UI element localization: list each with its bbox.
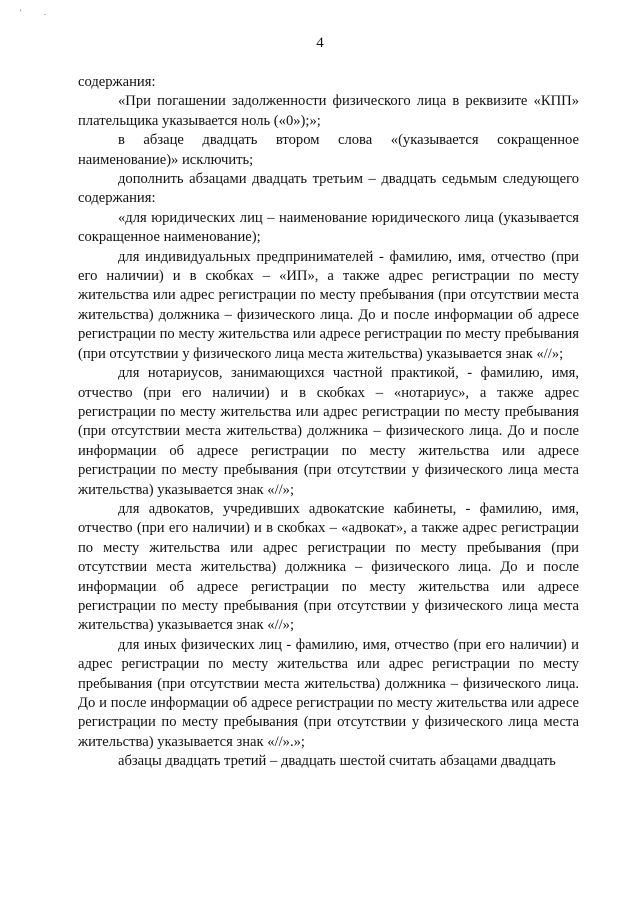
scan-artifact-mark: . — [44, 8, 46, 17]
paragraph-renumbering: абзацы двадцать третий – двадцать шестой считать абзацами двадцать — [118, 753, 556, 770]
paragraph-add-23-27: дополнить абзацами двадцать третьим – двадцать седьмым следующего содержания: — [78, 171, 579, 207]
paragraph-legal-entities: «для юридических лиц – наименование юридического лица (указывается сокращенное наименование); — [78, 209, 579, 246]
paragraph-entrepreneurs: для индивидуальных предпринимателей - фамилию, имя, отчество (при его наличии) и в скобках – «ИП», а также адрес регистрации по месту жительства или адрес регистрации по месту пребывания (при отсутствии места жительства) должника – физического лица. До и после информации об адресе регистрации по месту жительства или адресе регистрации по месту пребывания (при отсутствии у физического лица места жительства) указывается знак «//»; — [78, 248, 579, 362]
page-number: 4 — [316, 35, 324, 51]
paragraph-other-individuals: для иных физических лиц - фамилию, имя, отчество (при его наличии) и адрес регистрации по месту жительства или адрес регистрации по месту пребывания (при отсутствии места жительства) должника – физического лица. До и после информации об адресе регистрации по месту жительства или адресе регистрации по месту пребывания (при отсутствии у физического лица места жительства) указывается знак «//».»; — [78, 636, 579, 750]
paragraph-amendment-22: в абзаце двадцать втором слова «(указывается сокращенное наименование)» исключить; — [78, 132, 579, 168]
paragraph-kpp-quote: «При погашении задолженности физического лица в реквизите «КПП» плательщика указывается ноль («0»);»; — [78, 93, 579, 129]
scan-artifact-mark: ' — [20, 8, 22, 17]
paragraph-notaries: для нотариусов, занимающихся частной практикой, - фамилию, имя, отчество (при его наличии) и в скобках – «нотариус», а также адрес регистрации по месту жительства или адрес регистрации по месту пребывания (при отсутствии места жительства) должника – физического лица. До и после информации об адресе регистрации по месту жительства или адресе регистрации по месту пребывания (при отсутствии у физического лица места жительства) указывается знак «//»; — [78, 365, 579, 498]
document-body — [78, 73, 579, 772]
paragraph-continuation: содержания: — [78, 74, 156, 90]
paragraph-advocates: для адвокатов, учредивших адвокатские кабинеты, - фамилию, имя, отчество (при его наличии) и в скобках – «адвокат», а также адрес регистрации по месту жительства или адрес регистрации по месту пребывания (при отсутствии места жительства) должника – физического лица. До и после информации об адресе регистрации по месту жительства или адресе регистрации по месту пребывания (при отсутствии у физического лица места жительства) указывается знак «//»; — [78, 500, 579, 634]
